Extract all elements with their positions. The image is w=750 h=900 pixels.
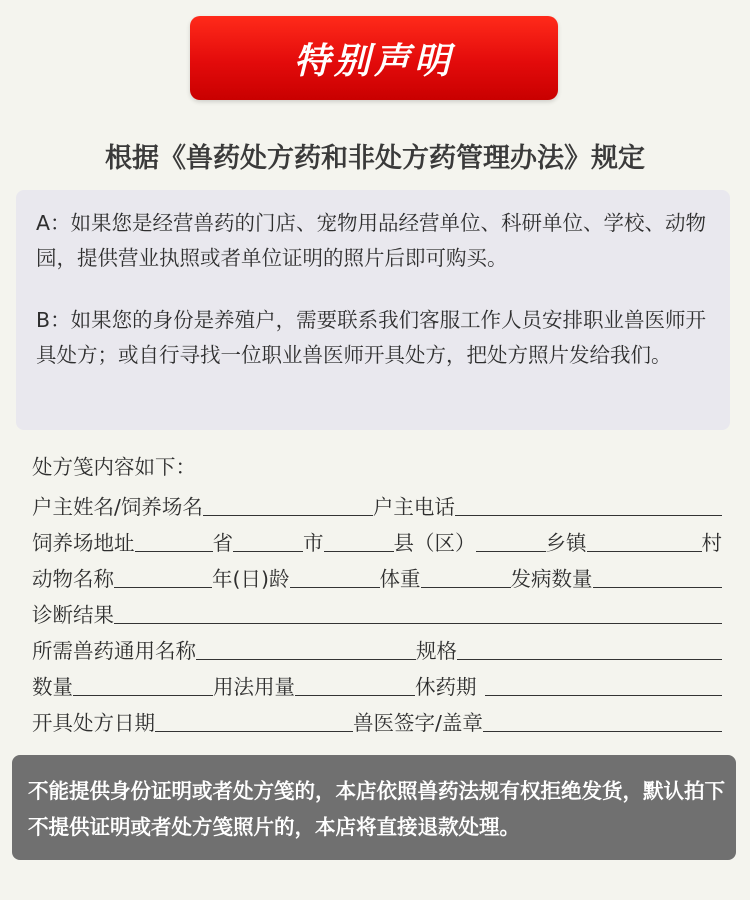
withdrawal-field[interactable] xyxy=(485,672,723,696)
age-label: 年(日)龄 xyxy=(212,567,290,591)
animal-name-field[interactable] xyxy=(114,564,212,588)
refund-notice-text: 不能提供身份证明或者处方笺的，本店依照兽药法规有权拒绝发货，默认拍下不提供证明或者处方笺照片的，本店将直接退款处理。 xyxy=(28,779,725,839)
address-label: 饲养场地址 xyxy=(32,531,135,555)
county-field[interactable] xyxy=(324,528,394,552)
form-row-drug xyxy=(32,628,722,664)
form-row-owner xyxy=(32,484,722,520)
owner-phone-label: 户主电话 xyxy=(372,495,455,519)
date-label: 开具处方日期 xyxy=(32,711,155,735)
signature-label: 兽医签字/盖章 xyxy=(353,711,483,735)
village-field[interactable] xyxy=(587,528,702,552)
notice-paragraph-b: B：如果您的身份是养殖户，需要联系我们客服工作人员安排职业兽医师开具处方；或自行寻找一位职业兽医师开具处方，把处方照片发给我们。 xyxy=(36,308,707,367)
owner-name-field[interactable] xyxy=(203,492,373,516)
regulation-subtitle: 根据《兽药处方药和非处方药管理办法》规定 xyxy=(105,143,645,174)
form-row-sign xyxy=(32,700,722,736)
quantity-label: 数量 xyxy=(32,675,73,699)
form-row-address xyxy=(32,520,722,556)
sick-count-label: 发病数量 xyxy=(510,567,593,591)
diagnosis-label: 诊断结果 xyxy=(32,603,114,627)
sick-count-field[interactable] xyxy=(593,564,723,588)
village-label: 村 xyxy=(701,531,722,555)
county-label: 县（区） xyxy=(393,531,476,555)
signature-field[interactable] xyxy=(483,708,722,732)
city-field[interactable] xyxy=(233,528,303,552)
owner-name-label: 户主姓名/饲养场名 xyxy=(32,495,203,519)
province-label: 省 xyxy=(212,531,233,555)
town-field[interactable] xyxy=(476,528,546,552)
banner-title: 特别声明 xyxy=(293,40,454,82)
form-title: 处方笺内容如下： xyxy=(32,455,196,479)
dosage-label: 用法用量 xyxy=(213,675,295,699)
city-label: 市 xyxy=(303,531,324,555)
date-field[interactable] xyxy=(155,708,353,732)
weight-label: 体重 xyxy=(379,567,421,591)
notice-box xyxy=(16,190,730,430)
town-label: 乡镇 xyxy=(545,531,587,555)
owner-phone-field[interactable] xyxy=(455,492,722,516)
drug-name-field[interactable] xyxy=(196,636,416,660)
quantity-field[interactable] xyxy=(73,672,213,696)
prescription-form xyxy=(32,452,722,736)
withdrawal-label: 休药期 xyxy=(415,675,477,699)
animal-name-label: 动物名称 xyxy=(32,567,114,591)
spec-label: 规格 xyxy=(416,639,457,663)
special-notice-banner xyxy=(190,16,558,100)
province-field[interactable] xyxy=(135,528,213,552)
refund-notice-box xyxy=(12,755,736,860)
form-row-animal xyxy=(32,556,722,592)
weight-field[interactable] xyxy=(421,564,511,588)
diagnosis-field[interactable] xyxy=(114,600,722,624)
notice-paragraph-a: A：如果您是经营兽药的门店、宠物用品经营单位、科研单位、学校、动物园，提供营业执照或者单位证明的照片后即可购买。 xyxy=(36,211,707,270)
form-row-usage xyxy=(32,664,722,700)
dosage-field[interactable] xyxy=(295,672,415,696)
form-row-diagnosis xyxy=(32,592,722,628)
age-field[interactable] xyxy=(290,564,380,588)
spec-field[interactable] xyxy=(457,636,722,660)
drug-name-label: 所需兽药通用名称 xyxy=(32,639,196,663)
